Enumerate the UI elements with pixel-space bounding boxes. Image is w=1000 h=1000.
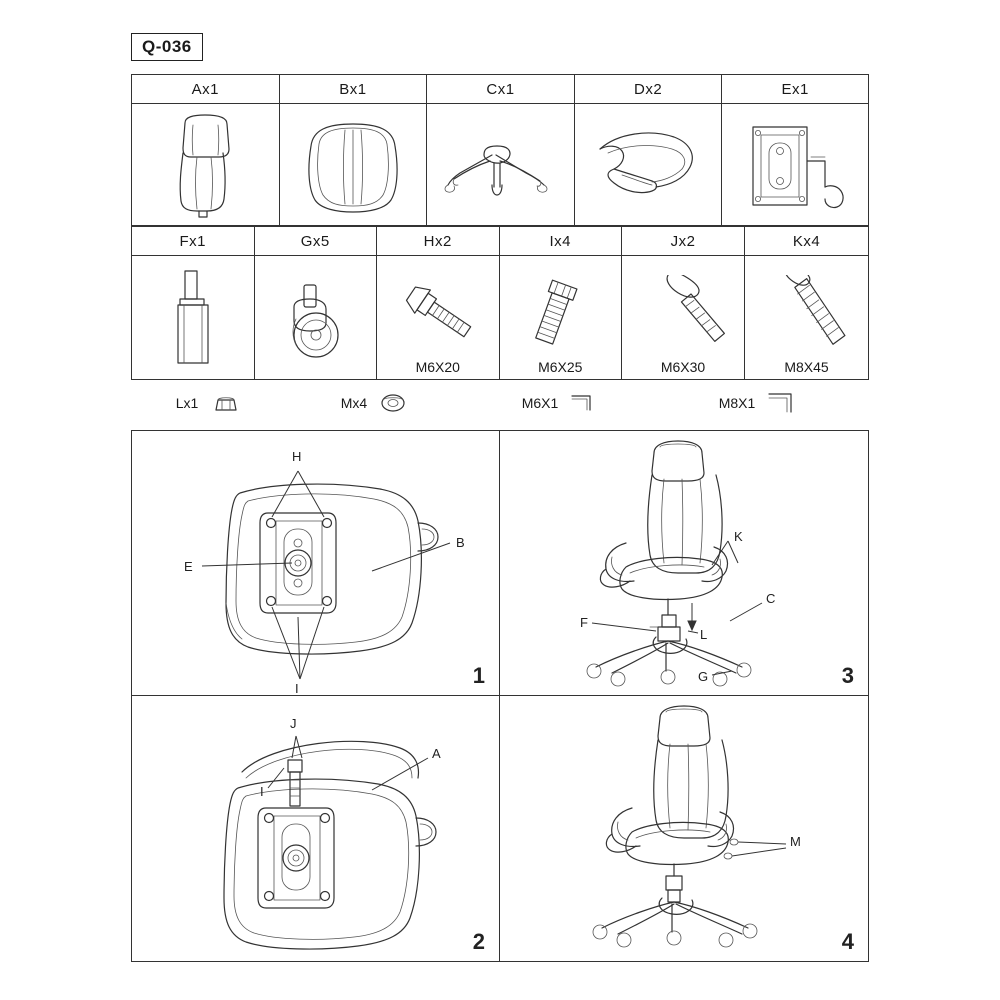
hardware-label-M6: M6X1 xyxy=(521,395,559,411)
step-2-callout-J: J xyxy=(290,716,297,731)
step-3-callout-G: G xyxy=(698,669,709,684)
part-label-H: Hx2 xyxy=(377,227,499,256)
hex-key-large-icon xyxy=(763,387,803,419)
part-spec-H: M6X20 xyxy=(415,359,460,375)
part-cell-D xyxy=(575,75,723,225)
dust-cover-cone-icon xyxy=(206,388,246,418)
hardware-item-M xyxy=(291,388,461,418)
hardware-item-M8 xyxy=(661,387,861,419)
part-cell-H xyxy=(377,227,500,379)
part-icon-seat-cushion-icon xyxy=(280,104,427,225)
step-3-drawing xyxy=(500,431,868,696)
step-3-callout-F: F xyxy=(580,615,588,630)
part-cell-A xyxy=(132,75,280,225)
part-label-K: Kx4 xyxy=(745,227,868,256)
hardware-label-M8: M8X1 xyxy=(718,395,756,411)
step-2-callout-I: I xyxy=(260,784,264,799)
part-label-A: Ax1 xyxy=(132,75,279,104)
part-label-B: Bx1 xyxy=(280,75,427,104)
hardware-strip xyxy=(131,385,869,421)
part-label-C: Cx1 xyxy=(427,75,574,104)
step-panel-2 xyxy=(132,696,500,961)
part-spec-K: M8X45 xyxy=(784,359,829,375)
step-panel-1 xyxy=(132,431,500,696)
part-label-F: Fx1 xyxy=(132,227,254,256)
part-cell-K xyxy=(745,227,868,379)
hardware-item-M6 xyxy=(461,388,661,418)
step-2-drawing xyxy=(132,696,500,960)
step-1-callout-H: H xyxy=(292,449,302,464)
step-1-callout-E: E xyxy=(184,559,193,574)
step-4-drawing xyxy=(500,696,868,960)
part-icon-caster-wheel-icon xyxy=(255,256,377,379)
part-label-D: Dx2 xyxy=(575,75,722,104)
hex-key-small-icon xyxy=(566,388,600,418)
step-panel-4 xyxy=(500,696,868,961)
step-number-3: 3 xyxy=(841,663,854,688)
part-label-G: Gx5 xyxy=(255,227,377,256)
part-spec-I: M6X25 xyxy=(538,359,583,375)
hardware-item-L xyxy=(131,388,291,418)
hardware-label-M: Mx4 xyxy=(340,395,368,411)
step-1-callout-B: B xyxy=(456,535,465,550)
part-label-E: Ex1 xyxy=(722,75,868,104)
step-3-callout-L: L xyxy=(700,627,708,642)
parts-table-row-1 xyxy=(131,74,869,226)
model-code-badge: Q-036 xyxy=(131,33,203,61)
step-number-4: 4 xyxy=(841,929,854,954)
step-3-callout-K: K xyxy=(734,529,743,544)
part-cell-G xyxy=(255,227,378,379)
step-number-2: 2 xyxy=(472,929,485,954)
part-icon-five-star-base-icon xyxy=(427,104,574,225)
part-icon-gas-lift-cylinder-icon xyxy=(132,256,254,379)
step-2-callout-A: A xyxy=(432,746,441,761)
part-label-J: Jx2 xyxy=(622,227,744,256)
plastic-cap-washer-icon xyxy=(375,388,411,418)
part-cell-B xyxy=(280,75,428,225)
part-spec-J: M6X30 xyxy=(660,359,706,375)
part-cell-J xyxy=(622,227,745,379)
part-cell-E xyxy=(722,75,868,225)
step-1-drawing xyxy=(132,431,500,696)
hardware-label-L: Lx1 xyxy=(175,395,199,411)
step-panel-3 xyxy=(500,431,868,696)
assembly-steps-grid xyxy=(131,430,869,962)
step-4-callout-M: M xyxy=(790,834,801,849)
part-icon-tilt-mechanism-plate-icon xyxy=(722,104,868,225)
step-1-callout-I: I xyxy=(295,681,299,696)
step-3-callout-C: C xyxy=(766,591,776,606)
part-label-I: Ix4 xyxy=(500,227,622,256)
part-icon-armrest-icon xyxy=(575,104,722,225)
parts-table-row-2 xyxy=(131,226,869,380)
part-icon-backrest-cushion-icon xyxy=(132,104,279,225)
part-cell-F xyxy=(132,227,255,379)
part-cell-C xyxy=(427,75,575,225)
part-cell-I xyxy=(500,227,623,379)
step-number-1: 1 xyxy=(472,663,485,688)
